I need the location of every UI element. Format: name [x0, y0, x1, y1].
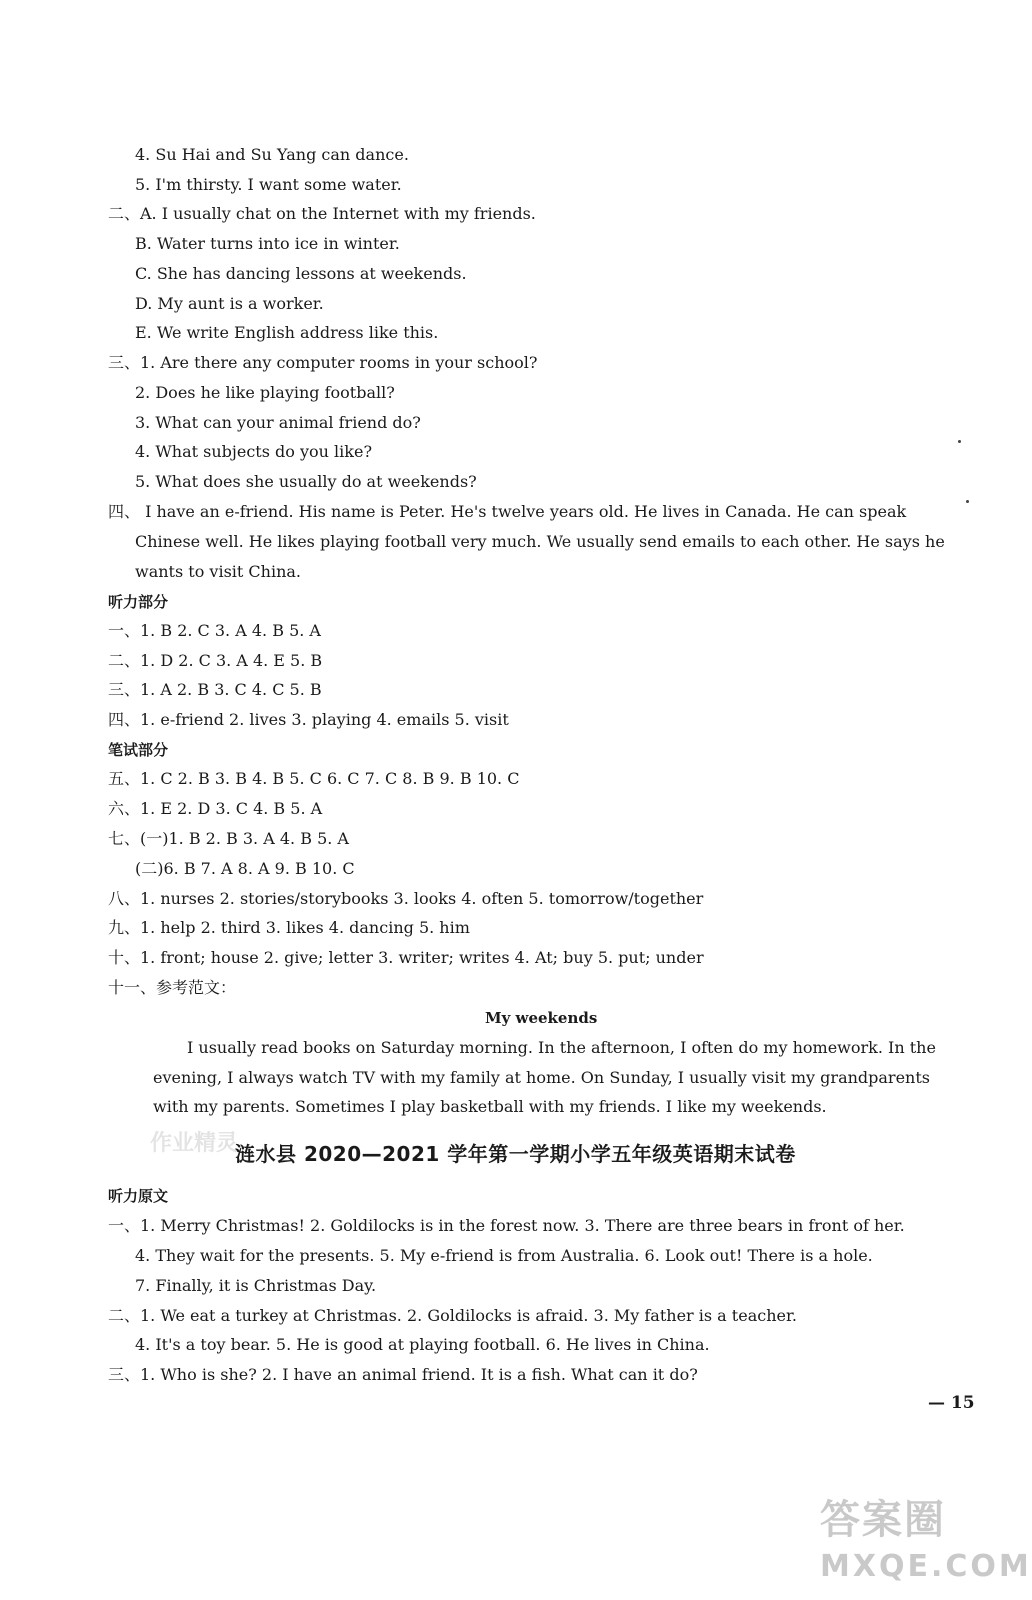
page-number: — 15	[928, 1393, 975, 1413]
text-line: 4. What subjects do you like?	[135, 442, 373, 461]
answer-line: (二)6. B 7. A 8. A 9. B 10. C	[135, 859, 355, 878]
text-line: 5. I'm thirsty. I want some water.	[135, 175, 402, 194]
script-line: 二、1. We eat a turkey at Christmas. 2. Goldilocks is afraid. 3. My father is a teacher.	[108, 1306, 797, 1325]
script-line: 三、1. Who is she? 2. I have an animal friend. It is a fish. What can it do?	[108, 1365, 698, 1384]
answer-line: 六、1. E 2. D 3. C 4. B 5. A	[108, 799, 323, 818]
essay-line: I usually read books on Saturday morning. In the afternoon, I often do my homework. In the	[187, 1038, 936, 1057]
exam-title: 涟水县 2020—2021 学年第一学期小学五年级英语期末试卷	[235, 1142, 796, 1166]
section-heading: 笔试部分	[108, 741, 169, 759]
answer-line: 八、1. nurses 2. stories/storybooks 3. looks 4. often 5. tomorrow/together	[108, 889, 704, 908]
answer-line: 一、1. B 2. C 3. A 4. B 5. A	[108, 621, 321, 640]
text-line: B. Water turns into ice in winter.	[135, 234, 400, 253]
script-line: 7. Finally, it is Christmas Day.	[135, 1276, 377, 1295]
answer-line: 十、1. front; house 2. give; letter 3. writer; writes 4. At; buy 5. put; under	[108, 948, 704, 967]
text-line: 三、1. Are there any computer rooms in your school?	[108, 353, 538, 372]
answer-line: 九、1. help 2. third 3. likes 4. dancing 5. him	[108, 918, 470, 937]
stamp-watermark: 作业精灵	[150, 1131, 239, 1156]
answer-line: 七、(一)1. B 2. B 3. A 4. B 5. A	[108, 829, 349, 848]
watermark-logo-text: 答案圈	[820, 1497, 946, 1543]
essay-line: with my parents. Sometimes I play basketball with my friends. I like my weekends.	[153, 1097, 827, 1116]
script-line: 4. It's a toy bear. 5. He is good at playing football. 6. He lives in China.	[135, 1335, 710, 1354]
text-line: 二、A. I usually chat on the Internet with my friends.	[108, 204, 536, 223]
text-line: C. She has dancing lessons at weekends.	[135, 264, 467, 283]
script-line: 一、1. Merry Christmas! 2. Goldilocks is in the forest now. 3. There are three bears in front of her.	[108, 1216, 905, 1235]
essay-line: evening, I always watch TV with my family at home. On Sunday, I usually visit my grandparents	[153, 1068, 930, 1087]
script-line: 4. They wait for the presents. 5. My e-friend is from Australia. 6. Look out! There is a hole.	[135, 1246, 873, 1265]
scan-dot	[958, 440, 961, 443]
scan-dot	[966, 500, 969, 503]
section-heading: 听力原文	[108, 1187, 169, 1205]
site-watermark	[820, 1488, 1032, 1598]
text-line: 2. Does he like playing football?	[135, 383, 395, 402]
watermark-url: MXQE.COM	[820, 1549, 1032, 1584]
text-line: E. We write English address like this.	[135, 323, 439, 342]
text-line: wants to visit China.	[135, 562, 302, 581]
text-line: D. My aunt is a worker.	[135, 294, 324, 313]
text-line: 5. What does she usually do at weekends?	[135, 472, 477, 491]
answer-line: 二、1. D 2. C 3. A 4. E 5. B	[108, 651, 323, 670]
answer-line: 三、1. A 2. B 3. C 4. C 5. B	[108, 680, 322, 699]
answer-line: 四、1. e-friend 2. lives 3. playing 4. emails 5. visit	[108, 710, 509, 729]
text-line: Chinese well. He likes playing football very much. We usually send emails to each other. He says he	[135, 532, 945, 551]
essay-title: My weekends	[485, 1009, 598, 1027]
text-line: 四、 I have an e-friend. His name is Peter. He's twelve years old. He lives in Canada. He can speak	[108, 502, 907, 521]
answer-line: 十一、参考范文：	[108, 978, 237, 997]
section-heading: 听力部分	[108, 593, 169, 611]
answer-line: 五、1. C 2. B 3. B 4. B 5. C 6. C 7. C 8. B 9. B 10. C	[108, 769, 520, 788]
text-line: 3. What can your animal friend do?	[135, 413, 421, 432]
text-line: 4. Su Hai and Su Yang can dance.	[135, 145, 409, 164]
